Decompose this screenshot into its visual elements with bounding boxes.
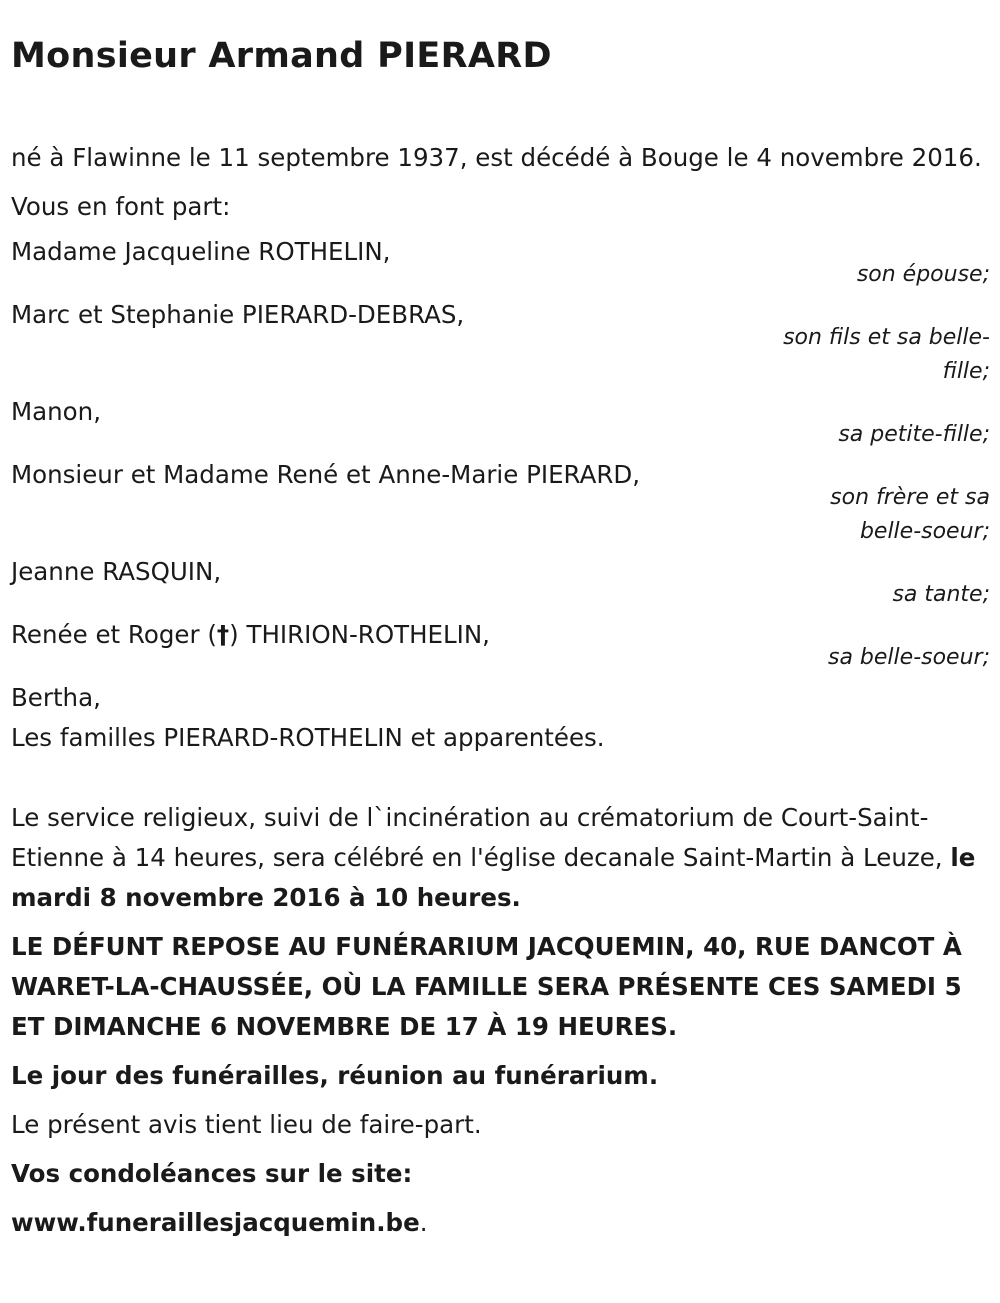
family-member-relation: son frère et sa belle-soeur; xyxy=(830,485,990,544)
website-line xyxy=(11,1203,990,1243)
family-member xyxy=(11,455,990,552)
family-member-name: Marc et Stephanie PIERARD-DEBRAS, xyxy=(11,300,465,329)
family-member xyxy=(11,295,990,392)
other-family-line: Les familles PIERARD-ROTHELIN et apparentées. xyxy=(11,723,605,752)
cross-icon: † xyxy=(216,620,230,649)
family-member-relation: son fils et sa belle-fille; xyxy=(783,325,990,384)
family-member-name: Jeanne RASQUIN, xyxy=(11,557,222,586)
name-before-cross: Renée et Roger ( xyxy=(11,620,217,649)
family-member xyxy=(11,552,990,615)
name-after-cross: ) THIRION-ROTHELIN, xyxy=(229,620,490,649)
family-member xyxy=(11,392,990,455)
funeral-day-notice: Le jour des funérailles, réunion au funérarium. xyxy=(11,1061,659,1090)
family-member-name xyxy=(11,615,990,649)
repose-notice: LE DÉFUNT REPOSE AU FUNÉRARIUM JACQUEMIN, 40, RUE DANCOT À WARET-LA-CHAUSSÉE, OÙ LA FAMILLE SERA PRÉSENTE CES SAMEDI 5 ET DIMANCHE 6 NOVEMBRE DE 17 À 19 HEURES. xyxy=(11,932,962,1041)
family-member-relation: sa tante; xyxy=(892,582,990,607)
family-member-relation: son épouse; xyxy=(856,262,990,287)
family-member-name: Monsieur et Madame René et Anne-Marie PIERARD, xyxy=(11,460,641,489)
family-member-name: Manon, xyxy=(11,397,101,426)
faire-part-notice: Le présent avis tient lieu de faire-part. xyxy=(11,1110,482,1139)
deceased-name-title: Monsieur Armand PIERARD xyxy=(11,36,552,76)
family-member xyxy=(11,615,990,678)
family-member-relation: sa petite-fille; xyxy=(838,422,990,447)
birth-death-text: né à Flawinne le 11 septembre 1937, est décédé à Bouge le 4 novembre 2016. xyxy=(11,143,982,172)
website-suffix: . xyxy=(419,1208,428,1237)
announcement-intro: Vous en font part: xyxy=(11,192,231,221)
condolences-label: Vos condoléances sur le site: xyxy=(11,1159,413,1188)
family-member xyxy=(11,232,990,295)
service-paragraph xyxy=(11,798,990,918)
family-member-name: Madame Jacqueline ROTHELIN, xyxy=(11,237,391,266)
service-date: le mardi 8 novembre 2016 à 10 heures. xyxy=(11,843,976,912)
spacer xyxy=(11,758,990,798)
service-text: Le service religieux, suivi de l`incinération au crématorium de Court-Saint-Etienne à 14 heures, sera célébré en l'église decanale Saint-Martin à Leuze, xyxy=(11,803,951,872)
website-link[interactable]: www.funeraillesjacquemin.be xyxy=(11,1208,420,1237)
family-member-relation: sa belle-soeur; xyxy=(828,645,990,670)
other-family-line: Bertha, xyxy=(11,683,101,712)
